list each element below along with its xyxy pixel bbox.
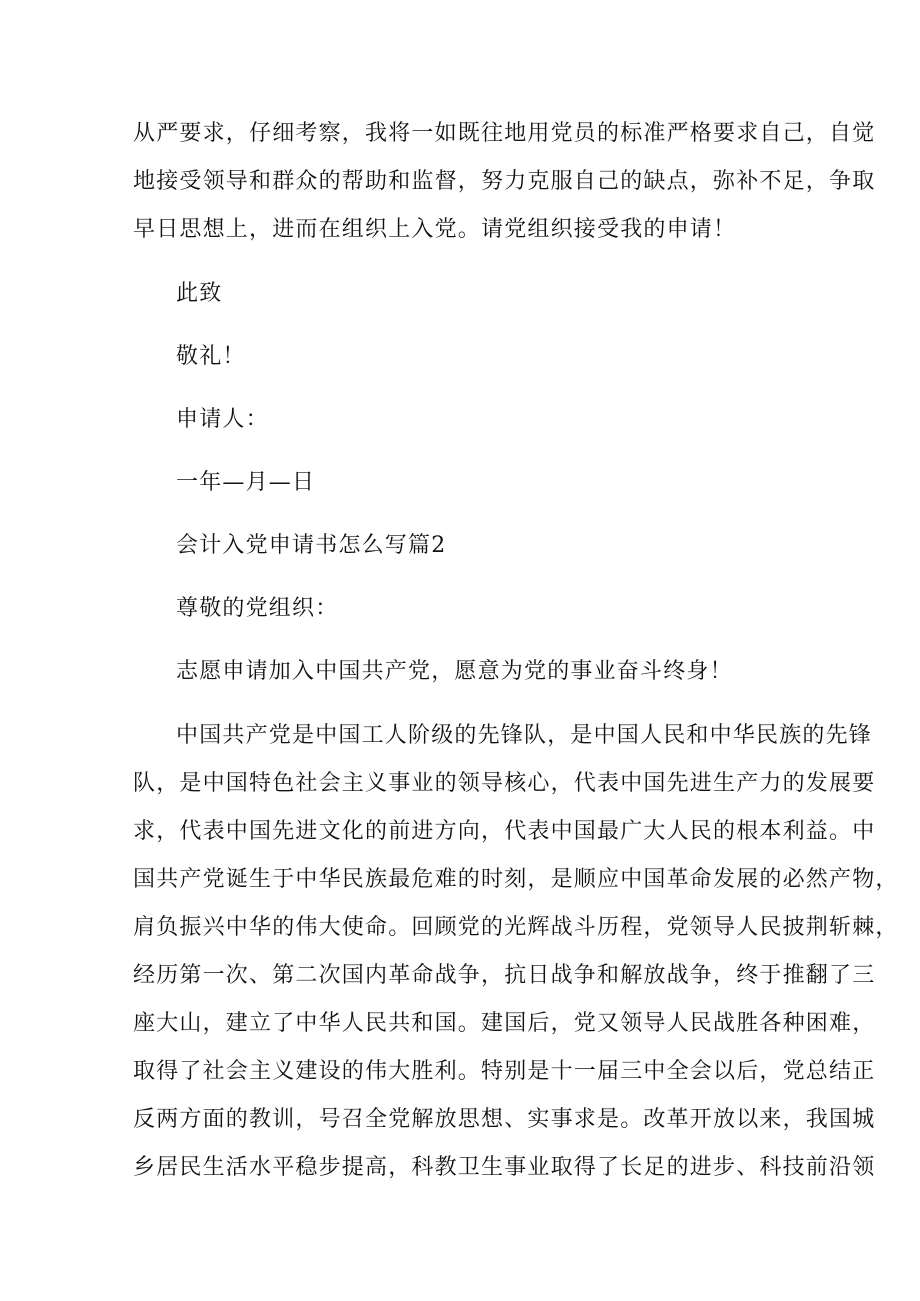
paragraph-2-line-4: 国共产党诞生于中华民族最危难的时刻，是顺应中国革命发展的必然产物， (133, 867, 899, 892)
paragraph-1-line-3: 早日思想上，进而在组织上入党。请党组织接受我的申请！ (133, 217, 737, 242)
greeting: 尊敬的党组织： (176, 596, 339, 621)
paragraph-1-line-2: 地接受领导和群众的帮助和监督，努力克服自己的缺点，弥补不足，争取 (133, 169, 876, 194)
closing-salutation-2: 敬礼！ (176, 344, 246, 369)
paragraph-1-line-1: 从严要求，仔细考察，我将一如既往地用党员的标准严格要求自己，自觉 (133, 121, 876, 146)
date-line: 一年—月—日 (176, 470, 316, 495)
paragraph-2-line-9: 反两方面的教训，号召全党解放思想、实事求是。改革开放以来，我国城 (133, 1107, 876, 1132)
paragraph-2-line-6: 经历第一次、第二次国内革命战争，抗日战争和解放战争，终于推翻了三 (133, 963, 876, 988)
applicant-label: 申请人： (176, 407, 269, 432)
paragraph-2-line-2: 队，是中国特色社会主义事业的领导核心，代表中国先进生产力的发展要 (133, 771, 876, 796)
section-title: 会计入党申请书怎么写篇2 (176, 533, 447, 558)
paragraph-2-line-3: 求，代表中国先进文化的前进方向，代表中国最广大人民的根本利益。中 (133, 819, 876, 844)
statement: 志愿申请加入中国共产党，愿意为党的事业奋斗终身！ (176, 659, 733, 684)
closing-salutation-1: 此致 (176, 281, 223, 306)
paragraph-2-line-8: 取得了社会主义建设的伟大胜利。特别是十一届三中全会以后，党总结正 (133, 1059, 876, 1084)
paragraph-2-line-5: 肩负振兴中华的伟大使命。回顾党的光辉战斗历程，党领导人民披荆斩棘， (133, 915, 899, 940)
paragraph-2-line-10: 乡居民生活水平稳步提高，科教卫生事业取得了长足的进步、科技前沿领 (133, 1155, 876, 1180)
paragraph-2-line-7: 座大山，建立了中华人民共和国。建国后，党又领导人民战胜各种困难， (133, 1011, 876, 1036)
paragraph-2-line-1: 中国共产党是中国工人阶级的先锋队，是中国人民和中华民族的先锋 (176, 723, 873, 748)
